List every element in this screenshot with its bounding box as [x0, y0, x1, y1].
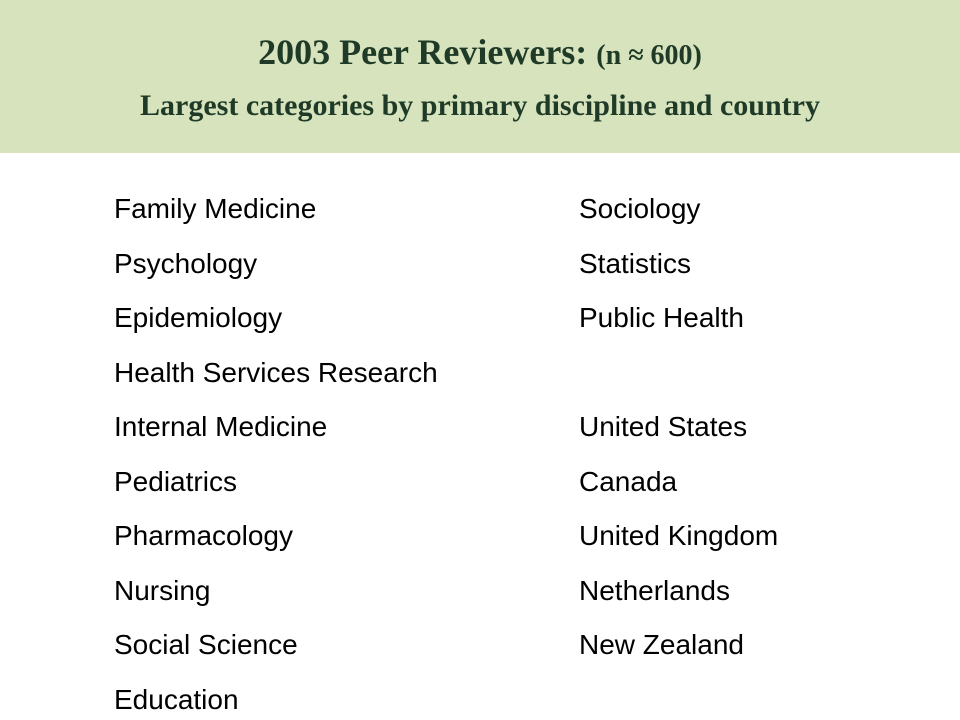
- list-item: Education: [114, 683, 239, 715]
- list-item: Family Medicine: [114, 193, 317, 224]
- discipline-list: [114, 182, 438, 720]
- list-item: New Zealand: [579, 629, 744, 660]
- title-main: 2003 Peer Reviewers:: [258, 32, 588, 72]
- list-item: Canada: [579, 465, 678, 497]
- slide-subtitle: Largest categories by primary discipline and country: [140, 89, 820, 122]
- list-item: Psychology: [114, 247, 258, 279]
- slide-title: [0, 30, 960, 78]
- list-item: Epidemiology: [114, 302, 283, 333]
- list-spacer: [579, 346, 778, 401]
- list-item: United Kingdom: [579, 520, 779, 551]
- list-item: Netherlands: [579, 574, 730, 606]
- list-item: Sociology: [579, 193, 701, 224]
- list-item: Pharmacology: [114, 520, 293, 551]
- list-item: Nursing: [114, 574, 211, 606]
- list-item: Pediatrics: [114, 465, 237, 497]
- list-item: Social Science: [114, 629, 298, 660]
- list-item: Internal Medicine: [114, 411, 328, 442]
- list-item: Statistics: [579, 247, 692, 279]
- sample-size: (n ≈ 600): [596, 40, 702, 71]
- list-item: Public Health: [579, 302, 744, 333]
- list-item: Health Services Research: [114, 356, 438, 388]
- right-column-list: [579, 182, 778, 673]
- list-item: United States: [579, 411, 748, 442]
